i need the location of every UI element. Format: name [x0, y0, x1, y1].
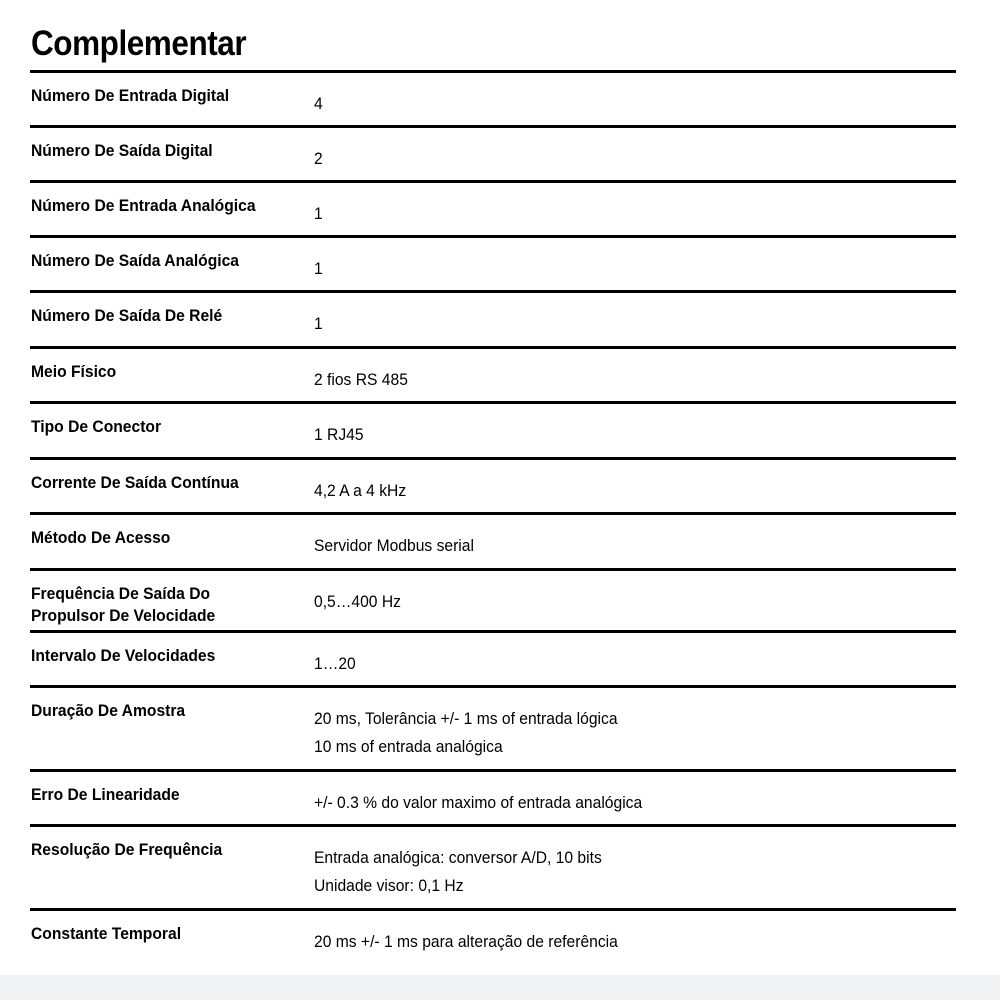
- spec-table: [30, 70, 956, 963]
- spec-value: [314, 145, 903, 173]
- spec-value-line: 1: [314, 204, 323, 223]
- spec-value: [314, 90, 903, 118]
- spec-value: [314, 421, 903, 449]
- spec-label: Constante Temporal: [31, 924, 182, 943]
- spec-row-sample-duration: [30, 685, 956, 769]
- spec-label: Intervalo De Velocidades: [31, 646, 216, 665]
- spec-value: [314, 650, 903, 678]
- spec-value-line: Servidor Modbus serial: [314, 536, 474, 555]
- spec-value: [314, 705, 903, 761]
- spec-value-line: 10 ms of entrada analógica: [314, 737, 503, 756]
- spec-label: Corrente De Saída Contínua: [31, 473, 239, 492]
- spec-value: [314, 200, 903, 228]
- spec-label: Resolução De Frequência: [31, 840, 223, 859]
- spec-row-time-constant: [30, 908, 956, 963]
- spec-row-analog-outputs: [30, 235, 956, 290]
- spec-row-access-method: [30, 512, 956, 568]
- spec-row-frequency-resolution: [30, 824, 956, 908]
- spec-value: [314, 255, 903, 283]
- spec-value-line: 1…20: [314, 654, 356, 673]
- spec-label: Duração De Amostra: [31, 701, 186, 720]
- spec-value-line: 2: [314, 149, 323, 168]
- spec-value: [314, 477, 903, 505]
- spec-row-linearity-error: [30, 769, 956, 824]
- spec-label: Meio Físico: [31, 362, 117, 381]
- spec-label: Tipo De Conector: [31, 417, 162, 436]
- spec-value-line: 1: [314, 314, 323, 333]
- page-bottom-band: [0, 975, 1000, 1000]
- spec-label: Número De Saída Digital: [31, 141, 213, 160]
- spec-row-physical-medium: [30, 346, 956, 401]
- spec-row-relay-outputs: [30, 290, 956, 346]
- spec-value: [314, 532, 903, 560]
- spec-row-analog-inputs: [30, 180, 956, 235]
- spec-row-connector-type: [30, 401, 956, 457]
- spec-value-line: Unidade visor: 0,1 Hz: [314, 876, 464, 895]
- spec-label: Número De Saída Analógica: [31, 251, 240, 270]
- spec-row-speed-range: [30, 630, 956, 685]
- spec-row-continuous-output-current: [30, 457, 956, 512]
- spec-value: [314, 366, 903, 394]
- spec-value-line: 4,2 A a 4 kHz: [314, 481, 407, 500]
- spec-value-line: 20 ms, Tolerância +/- 1 ms of entrada lógica: [314, 709, 618, 728]
- section-title: Complementar: [31, 24, 247, 63]
- spec-value-line: 20 ms +/- 1 ms para alteração de referência: [314, 932, 618, 951]
- spec-value: [314, 588, 903, 616]
- spec-value-line: 1: [314, 259, 323, 278]
- spec-value: [314, 844, 903, 900]
- spec-label: Número De Entrada Digital: [31, 86, 230, 105]
- spec-value-line: 0,5…400 Hz: [314, 592, 401, 611]
- spec-label: Erro De Linearidade: [31, 785, 180, 804]
- spec-value: [314, 310, 903, 338]
- spec-value-line: Entrada analógica: conversor A/D, 10 bits: [314, 848, 602, 867]
- spec-row-digital-outputs: [30, 125, 956, 180]
- spec-value: [314, 789, 903, 817]
- spec-value: [314, 928, 903, 956]
- spec-value-line: 1 RJ45: [314, 425, 364, 444]
- spec-row-drive-output-frequency: [30, 568, 956, 630]
- spec-row-digital-inputs: [30, 70, 956, 125]
- spec-label: Número De Saída De Relé: [31, 306, 223, 325]
- spec-label: Método De Acesso: [31, 528, 171, 547]
- spec-value-line: +/- 0.3 % do valor maximo of entrada analógica: [314, 793, 643, 812]
- spec-value-line: 2 fios RS 485: [314, 370, 408, 389]
- spec-value-line: 4: [314, 94, 323, 113]
- spec-label: Frequência De Saída Do Propulsor De Velocidade: [31, 584, 216, 625]
- spec-label: Número De Entrada Analógica: [31, 196, 256, 215]
